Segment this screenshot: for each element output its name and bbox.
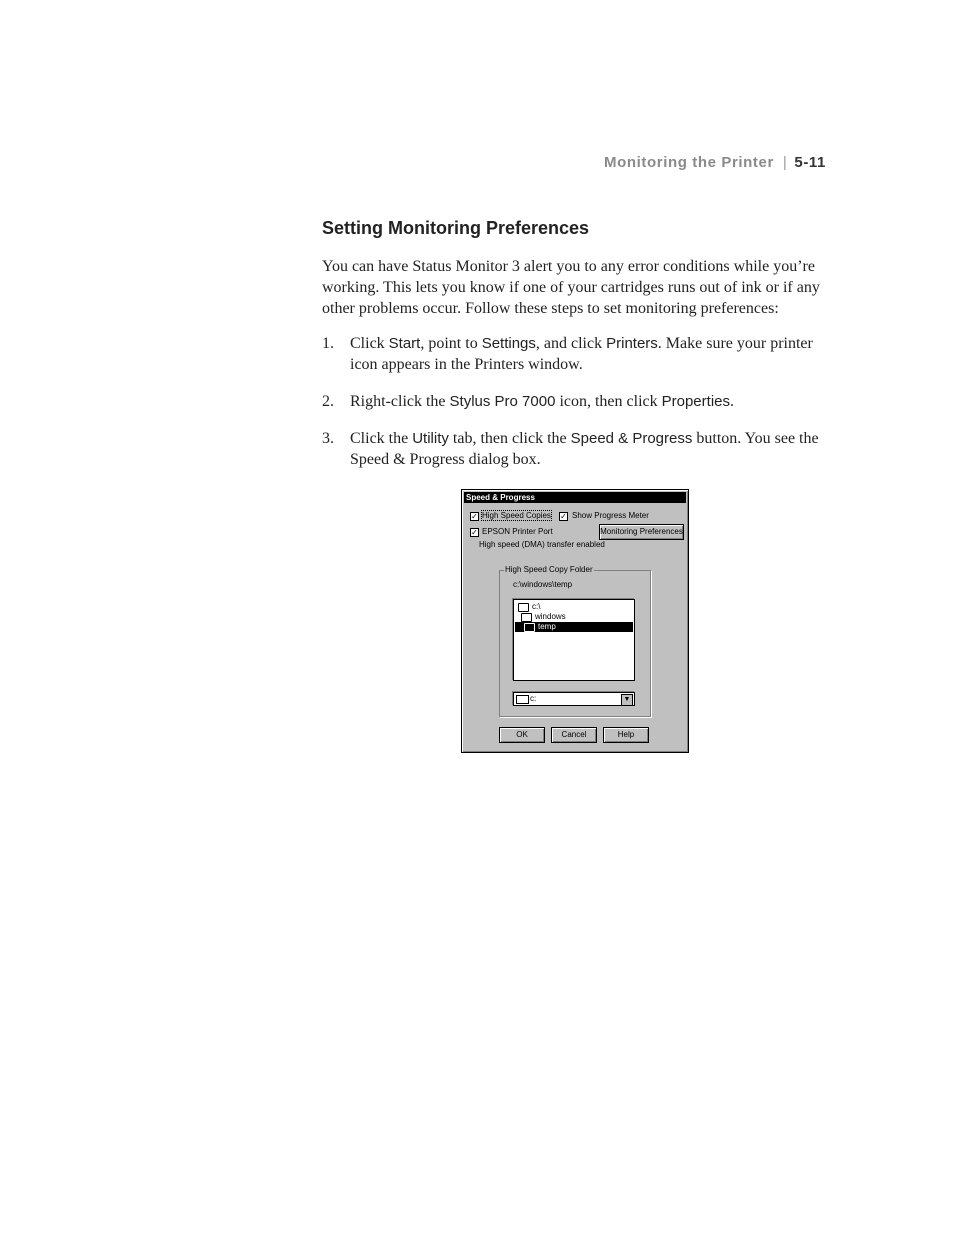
step-text: tab, then click the: [448, 430, 571, 447]
step-text: . Make sure your printer icon appears in the Printers window.: [350, 335, 813, 373]
step-text: Click: [350, 335, 389, 352]
copy-folder-group-label: High Speed Copy Folder: [505, 565, 593, 574]
ui-term-start: Start: [388, 335, 421, 352]
show-progress-meter-label[interactable]: Show Progress Meter: [572, 511, 649, 520]
ok-button[interactable]: OK: [499, 727, 545, 743]
ui-term-utility: Utility: [412, 430, 449, 447]
step-text: Right-click the: [350, 393, 450, 410]
running-head-separator: |: [782, 154, 788, 171]
folder-item-label: c:\: [532, 602, 541, 611]
step-text: button. You see the Speed & Progress dialog box.: [350, 430, 819, 468]
ui-term-stylus-pro: Stylus Pro 7000: [449, 393, 556, 410]
running-head-title: Monitoring the Printer: [604, 154, 774, 171]
open-folder-icon: [518, 603, 529, 612]
monitoring-preferences-button[interactable]: Monitoring Preferences: [599, 524, 684, 540]
page-number: 5-11: [794, 154, 826, 171]
ui-term-printers: Printers: [606, 335, 658, 352]
step-3: [322, 428, 832, 470]
drive-select[interactable]: [513, 692, 635, 706]
drive-icon: [516, 695, 529, 704]
ui-term-speed-progress: Speed & Progress: [570, 430, 693, 447]
dma-status-text: High speed (DMA) transfer enabled: [479, 540, 605, 549]
step-number: 2.: [322, 393, 334, 410]
high-speed-copies-checkbox[interactable]: ✓: [471, 512, 478, 521]
folder-item-windows[interactable]: [515, 612, 633, 622]
step-number: 3.: [322, 430, 334, 447]
step-text: .: [730, 393, 734, 410]
high-speed-copies-label[interactable]: High Speed Copies: [482, 511, 551, 520]
folder-item-label: windows: [535, 612, 566, 621]
step-text: , and click: [535, 335, 607, 352]
epson-printer-port-checkbox[interactable]: ✓: [471, 528, 478, 537]
help-button[interactable]: Help: [603, 727, 649, 743]
folder-item-label: temp: [538, 622, 556, 631]
step-number: 1.: [322, 335, 334, 352]
step-text: Click the: [350, 430, 413, 447]
speed-progress-dialog: [461, 489, 689, 753]
chevron-down-icon[interactable]: ▼: [621, 694, 633, 706]
step-text: icon, then click: [555, 393, 662, 410]
intro-paragraph: You can have Status Monitor 3 alert you to any error conditions while you’re working. This lets you know if one of your cartridges runs out of ink or if any other problems occur. Follow these steps to set monitoring preferences:: [322, 258, 820, 317]
open-folder-icon: [524, 623, 535, 632]
drive-value: c:: [530, 694, 537, 703]
cancel-button[interactable]: Cancel: [551, 727, 597, 743]
step-1: [322, 333, 832, 375]
show-progress-meter-checkbox[interactable]: ✓: [560, 512, 567, 521]
folder-item-temp[interactable]: [515, 622, 633, 632]
open-folder-icon: [521, 613, 532, 622]
ui-term-settings: Settings: [481, 335, 536, 352]
epson-printer-port-label[interactable]: EPSON Printer Port: [482, 527, 553, 536]
running-head: [604, 154, 826, 171]
step-2: [322, 391, 832, 412]
folder-path-text: c:\windows\temp: [513, 580, 573, 589]
ui-term-properties: Properties: [661, 393, 730, 410]
step-text: , point to: [420, 335, 482, 352]
section-title: Setting Monitoring Preferences: [322, 218, 590, 238]
dialog-title: Speed & Progress: [464, 492, 686, 503]
folder-tree-list[interactable]: [513, 599, 635, 681]
folder-item-c[interactable]: [515, 602, 633, 612]
